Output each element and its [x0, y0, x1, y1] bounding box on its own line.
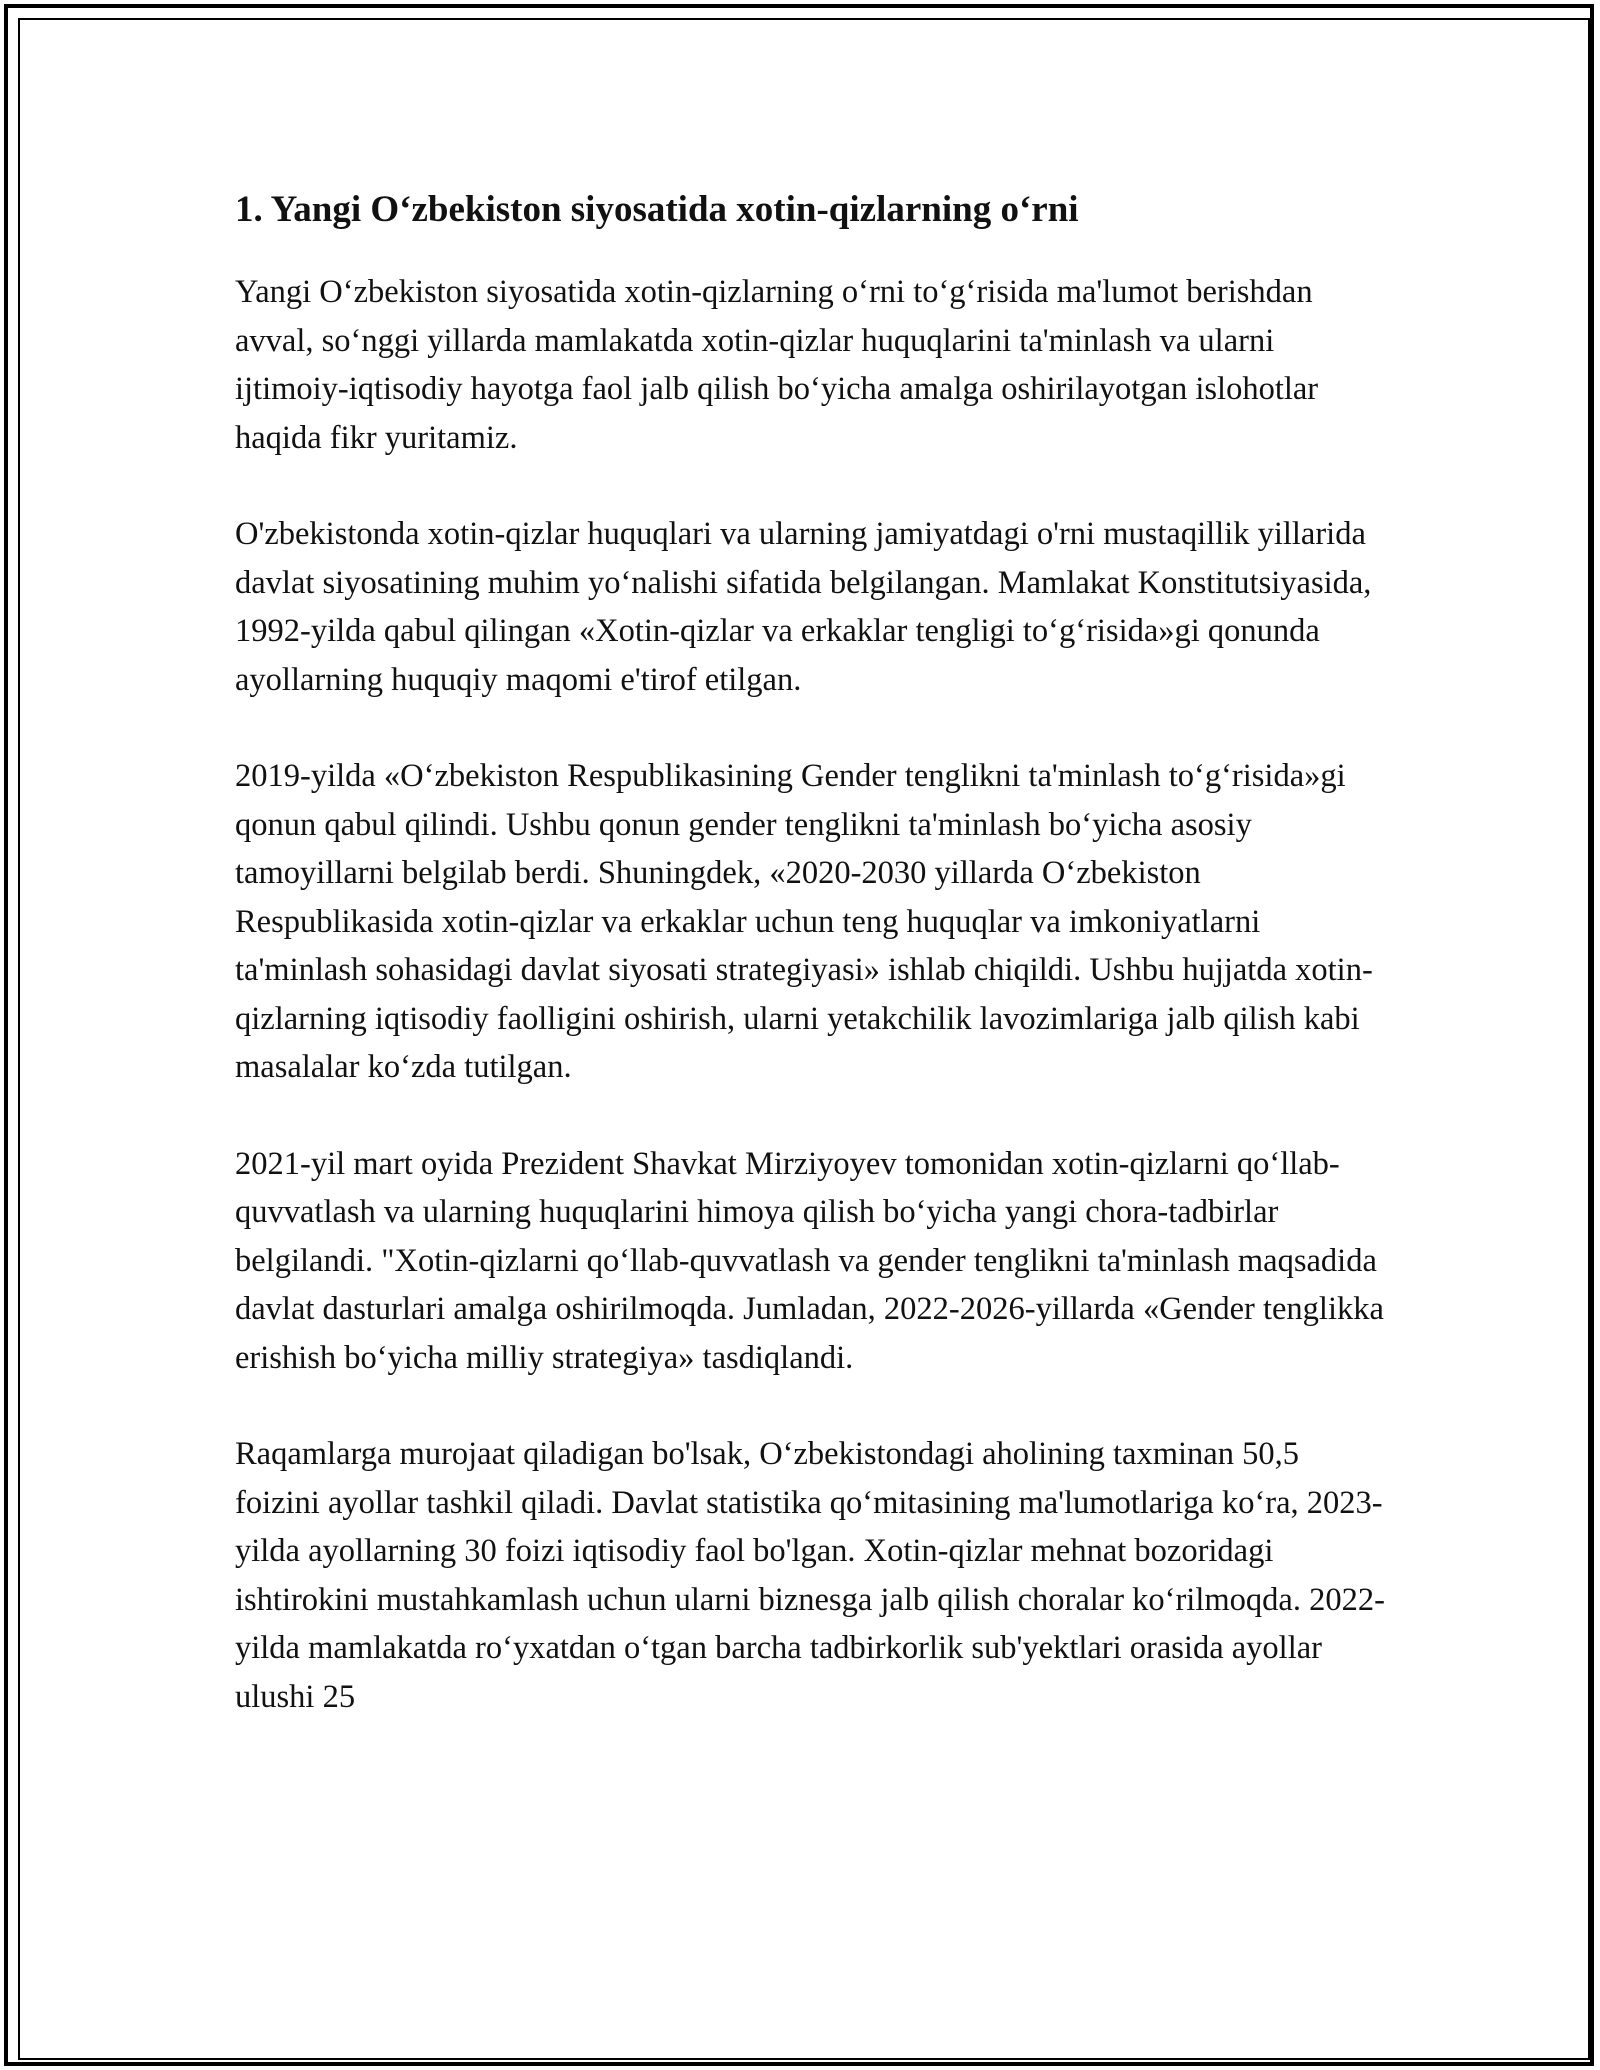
paragraph-4: 2021-yil mart oyida Prezident Shavkat Mirziyoyev tomonidan xotin-qizlarni qo‘llab-quvvatlash va ularning huquqlarini himoya qilish bo‘yicha yangi chora-tadbirlar belgilandi. "Xotin-qizlarni qo‘llab-quvvatlash va gender tenglikni ta'minlash maqsadida davlat dasturlari amalga oshirilmoqda. Jumladan, 2022-2026-yillarda «Gender tenglikka erishish bo‘yicha milliy strategiya» tasdiqlandi. [235, 1145, 1384, 1376]
paragraph-3: 2019-yilda «O‘zbekiston Respublikasining Gender tenglikni ta'minlash to‘g‘risida»gi qonun qabul qilindi. Ushbu qonun gender tenglikni ta'minlash bo‘yicha asosiy tamoyillarni belgilab berdi. Shuningdek, «2020-2030 yillarda O‘zbekiston Respublikasida xotin-qizlar va erkaklar uchun teng huquqlar va imkoniyatlarni ta'minlash sohasidagi davlat siyosati strategiyasi» ishlab chiqildi. Ushbu hujjatda xotin-qizlarning iqtisodiy faolligini oshirish, ularni yetakchilik lavozimlariga jalb qilish kabi masalalar ko‘zda tutilgan. [235, 758, 1373, 1085]
paragraph-2: O'zbekistonda xotin-qizlar huquqlari va ularning jamiyatdagi o'rni mustaqillik yillarida davlat siyosatining muhim yo‘nalishi sifatida belgilangan. Mamlakat Konstitutsiyasida, 1992-yilda qabul qilingan «Xotin-qizlar va erkaklar tengligi to‘g‘risida»gi qonunda ayollarning huquqiy maqomi e'tirof etilgan. [235, 516, 1372, 698]
section-title: 1. Yangi O‘zbekiston siyosatida xotin-qizlarning o‘rni [235, 189, 1079, 230]
paragraph-5: Raqamlarga murojaat qiladigan bo'lsak, O‘zbekistondagi aholining taxminan 50,5 foizini ayollar tashkil qiladi. Davlat statistika qo‘mitasining ma'lumotlariga ko‘ra, 2023-yilda ayollarning 30 foizi iqtisodiy faol bo'lgan. Xotin-qizlar mehnat bozoridagi ishtirokini mustahkamlash uchun ularni biznesga jalb qilish choralar ko‘rilmoqda. 2022-yilda mamlakatda ro‘yxatdan o‘tgan barcha tadbirkorlik sub'yektlari orasida ayollar ulushi 25 [235, 1436, 1385, 1715]
document-body [235, 180, 1385, 1769]
paragraph-1: Yangi O‘zbekiston siyosatida xotin-qizlarning o‘rni to‘g‘risida ma'lumot berishdan avval, so‘nggi yillarda mamlakatda xotin-qizlar huquqlarini ta'minlash va ularni ijtimoiy-iqtisodiy hayotga faol jalb qilish bo‘yicha amalga oshirilayotgan islohotlar haqida fikr yuritamiz. [235, 274, 1319, 456]
